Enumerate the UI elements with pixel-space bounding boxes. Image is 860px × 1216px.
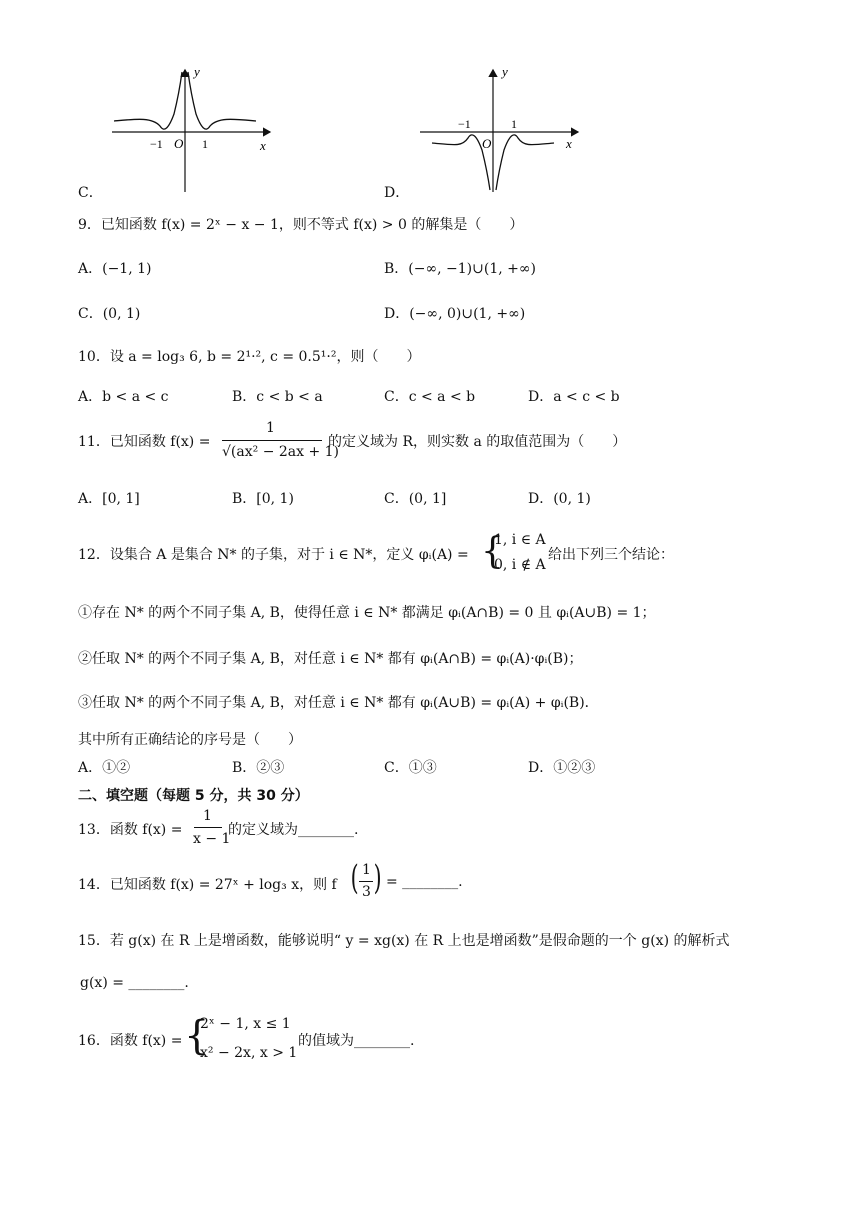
q16-brace: { — [184, 1013, 210, 1059]
graph-c — [108, 64, 278, 196]
origin-label: O — [482, 136, 492, 151]
q12-stem-post: 给出下列三个结论： — [548, 547, 674, 563]
q13-fraction-den: x − 1 — [193, 831, 231, 847]
q14-paren-right: ) — [373, 858, 382, 898]
graph-d — [416, 64, 586, 196]
y-axis-label: y — [194, 64, 200, 79]
q13-fraction-bar — [194, 827, 222, 828]
q10-stem: 10．设 a = log₃ 6, b = 2¹·², c = 0.5¹·²，则（ ） — [78, 349, 421, 365]
q11-stem-pre: 11．已知函数 f(x) = — [78, 434, 211, 450]
graph-d-label: D． — [384, 185, 410, 201]
q11-stem-post: 的定义域为 R，则实数 a 的取值范围为（ ） — [328, 434, 627, 450]
q16-stem-post: 的值域为________. — [298, 1033, 415, 1049]
q11-fraction-den: √(ax² − 2ax + 1) — [222, 444, 340, 460]
q14-paren-left: ( — [350, 858, 359, 898]
q12-statement-2: ②任取 N* 的两个不同子集 A, B，对任意 i ∈ N* 都有 φᵢ(A∩B) = φᵢ(A)·φᵢ(B)； — [78, 651, 583, 667]
q12-statement-3: ③任取 N* 的两个不同子集 A, B，对任意 i ∈ N* 都有 φᵢ(A∪B) = φᵢ(A) + φᵢ(B)． — [78, 695, 599, 711]
q12-case-1: 1, i ∈ A — [494, 532, 546, 548]
curve-right — [188, 72, 256, 129]
q12-stem-pre: 12．设集合 A 是集合 N* 的子集，对于 i ∈ N*，定义 φᵢ(A) = — [78, 547, 469, 563]
q11-option-c: C．(0, 1] — [384, 491, 447, 507]
origin-label: O — [174, 136, 184, 151]
q10-option-d: D．a < c < b — [528, 389, 620, 405]
q13-stem-post: 的定义域为________. — [228, 822, 359, 838]
graph-c-label: C． — [78, 185, 103, 201]
q9-option-d: D．(−∞, 0)∪(1, +∞) — [384, 306, 526, 322]
q12-option-c: C．①③ — [384, 760, 437, 776]
q9-option-a: A．(−1, 1) — [78, 261, 152, 277]
q12-case-2: 0, i ∉ A — [494, 557, 546, 573]
q9-option-b: B．(−∞, −1)∪(1, +∞) — [384, 261, 536, 277]
q10-option-a: A．b < a < c — [78, 389, 169, 405]
curve-right — [496, 135, 554, 190]
q13-fraction-num: 1 — [203, 808, 212, 824]
x-axis-label: x — [260, 138, 266, 153]
q12-statement-1: ①存在 N* 的两个不同子集 A, B，使得任意 i ∈ N* 都满足 φᵢ(A∩B) = 0 且 φᵢ(A∪B) = 1； — [78, 605, 656, 621]
q16-case-1: 2ˣ − 1, x ≤ 1 — [200, 1016, 291, 1032]
curve-left — [114, 72, 182, 129]
q11-option-d: D．(0, 1) — [528, 491, 591, 507]
q11-fraction-num: 1 — [266, 420, 275, 436]
q13-stem-pre: 13．函数 f(x) = — [78, 822, 183, 838]
q12-option-b: B．②③ — [232, 760, 285, 776]
q14-fraction-num: 1 — [362, 862, 371, 878]
q12-option-d: D．①②③ — [528, 760, 596, 776]
y-axis-label: y — [502, 64, 508, 79]
q15-line-1: 15．若 g(x) 在 R 上是增函数，能够说明“ y = xg(x) 在 R 上也是增函数”是假命题的一个 g(x) 的解析式 — [78, 933, 730, 949]
q16-stem-pre: 16．函数 f(x) = — [78, 1033, 183, 1049]
q11-option-b: B．[0, 1) — [232, 491, 294, 507]
q12-brace: { — [481, 531, 504, 572]
q14-stem-pre: 14．已知函数 f(x) = 27ˣ + log₃ x，则 f — [78, 877, 337, 893]
q11-option-a: A．[0, 1] — [78, 491, 140, 507]
tick-neg1-label: −1 — [150, 137, 163, 151]
q10-option-b: B．c < b < a — [232, 389, 323, 405]
q11-fraction-bar — [222, 440, 322, 441]
tick-neg1-label: −1 — [458, 117, 471, 131]
q12-ask: 其中所有正确结论的序号是（ ） — [78, 732, 302, 748]
q14-fraction-den: 3 — [362, 884, 371, 900]
q12-option-a: A．①② — [78, 760, 131, 776]
q10-option-c: C．c < a < b — [384, 389, 476, 405]
q16-case-2: x² − 2x, x > 1 — [200, 1045, 298, 1061]
q9-option-c: C．(0, 1) — [78, 306, 141, 322]
tick-1-label: 1 — [202, 137, 208, 151]
q14-fraction-bar — [359, 881, 373, 882]
q15-line-2: g(x) = ________. — [80, 975, 189, 991]
q9-stem: 9．已知函数 f(x) = 2ˣ − x − 1，则不等式 f(x) > 0 的解集是（ ） — [78, 217, 524, 233]
x-axis-label: x — [566, 136, 572, 151]
q14-stem-post: = ________. — [386, 874, 463, 890]
section-2-heading: 二、填空题（每题 5 分，共 30 分） — [78, 788, 309, 804]
tick-1-label: 1 — [511, 117, 517, 131]
